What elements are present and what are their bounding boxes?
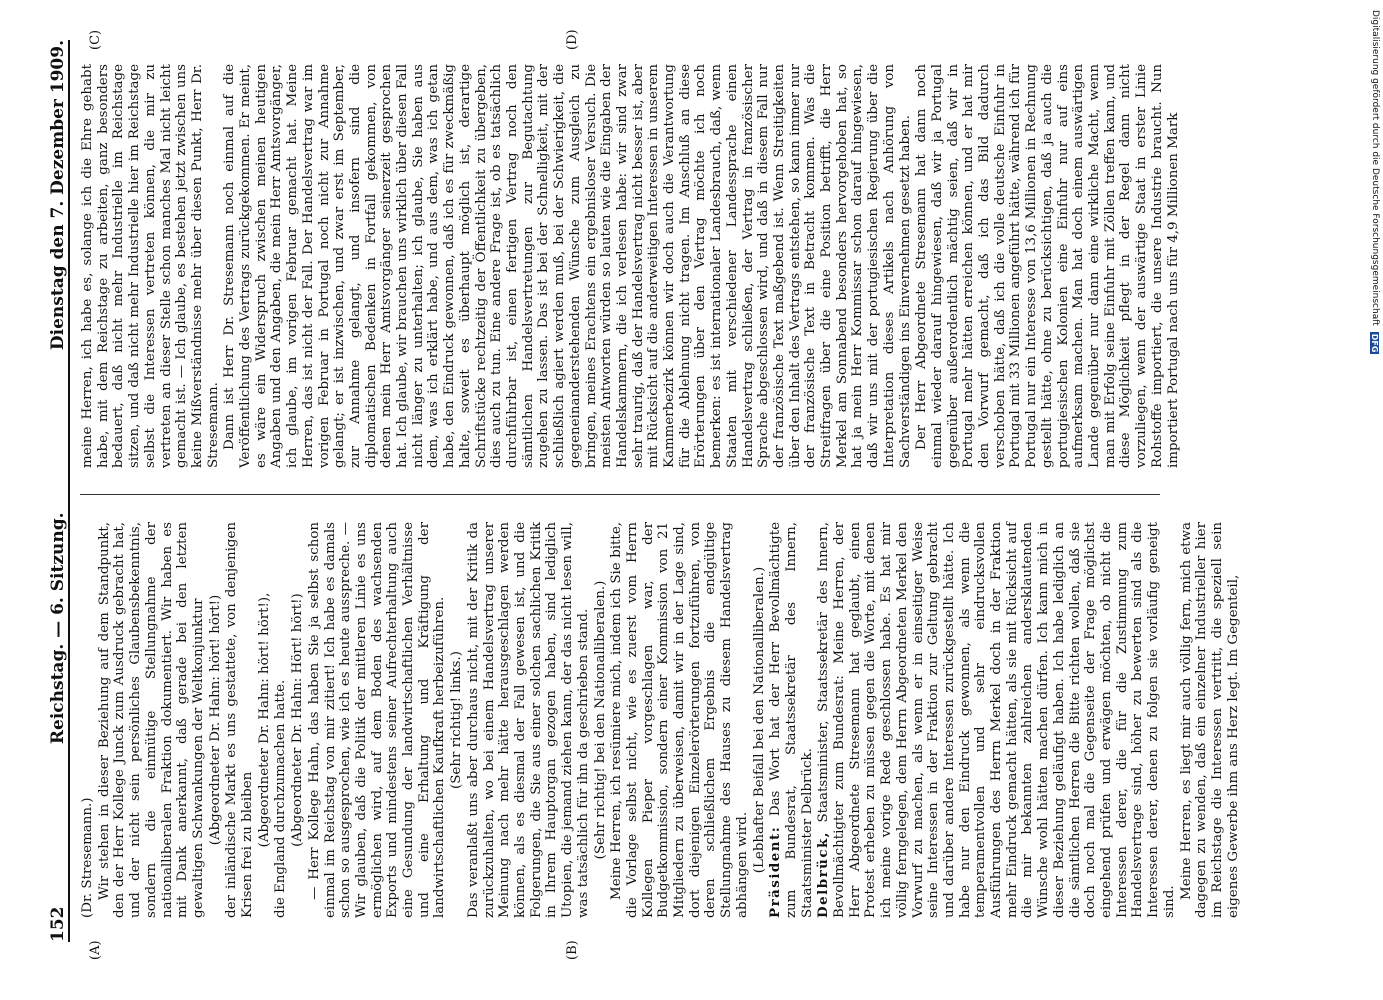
paragraph-text: Das veranlaßt uns aber durchaus nicht, mit der Kritik da zurückzuhalten, wo bei einem Handelsvertrag unserer Meinung nach mehr hätte herausgeschlagen werden können, als es diesmal der Fall gewesen ist, und die Folgerungen, die Sie aus einer solchen sachlichen Kritik in Ihrem Hauptorgan gezogen haben, sind lediglich Utopien, die jemand ziehen kann, der das nicht lesen will, was tatsächlich für ihn da geschrieben stand. (465, 522, 591, 918)
interjection (208, 522, 224, 918)
interjection (449, 522, 465, 918)
interjection (593, 522, 609, 918)
header-date: Dienstag den 7. Dezember 1909. (48, 40, 68, 351)
page-number: 152 (48, 906, 68, 942)
margin-mark-d: (D) (565, 29, 580, 50)
paragraph-text: — Herr Kollege Hahn, das haben Sie ja selbst schon einmal im Reichstag von mir zitiert! Ich habe es damals schon so ausgesprochen, wie ich es heute ausspreche. — Wir glauben, daß die Politik der mittleren Linie es uns ermöglichen wird, auf dem Boden des wachsenden Exports und mindestens seiner Aufrechterhaltung auch eine Gesundung der landwirtschaftlichen Verhältnisse und eine Erhaltung und Kräftigung der landwirtschaftlichen Kaufkraft herbeizuführen. (306, 522, 448, 918)
speaker-paragraph (768, 522, 815, 918)
paragraph (222, 64, 913, 468)
page-header (40, 40, 70, 942)
paragraph (97, 522, 207, 918)
paragraph-text: (Abgeordneter Dr. Hahn: Hört! hört!) (290, 593, 306, 847)
left-column (80, 522, 1242, 918)
margin-mark-a: (A) (88, 940, 103, 960)
speaker-paragraph (816, 522, 1177, 918)
dfg-logo: DFG (1370, 333, 1380, 353)
speaker-name: Delbrück, (815, 831, 832, 918)
paragraph-text: meine Herren, ich habe es, solange ich die Ehre gehabt habe, mit dem Reichstage zu arbeiten, ganz besonders bedauert, daß nicht mehr Industrielle im Reichstage sitzen, und daß nicht mehr Industrielle hier im Reichstage selbst die Interessen vertreten können, die mir zu vertreten an dieser Stelle schon manches Mal nicht leicht gemacht ist. — Ich glaube, es bestehen jetzt zwischen uns keine Mißverständnisse mehr über diesen Punkt, Herr Dr. Stresemann. (80, 64, 221, 468)
paragraph-text: Meine Herren, ich resümiere mich, indem ich Sie bitte, die Vorlage selbst nicht, wie es zuerst vom Herrn Kollegen Pieper vorgeschlagen war, der Budgetkommission, sondern einer Kommission von 21 Mitgliedern zu überweisen, damit wir in der Lage sind, dort diejenigen Einzelerörterungen fortzuführen, von deren schließlichem Ergebnis die endgültige Stellungnahme des Hauses zu diesem Handelsvertrag abhängen wird. (609, 522, 750, 918)
paragraph-text: Der Herr Abgeordnete Stresemann hat dann noch einmal wieder darauf hingewiesen, daß wir ja Portugal gegenüber außerordentlich mächtig seien, daß wir in Portugal mehr hätten erreichen können, und er hat mir den Vorwurf gemacht, daß ich das Bild dadurch verschoben hätte, daß ich die volle deutsche Einfuhr in Portugal mit 33 Millionen angeführt hätte, während ich für Portugal nur ein Interesse von 13,6 Millionen in Rechnung gestellt hätte, ohne zu berücksichtigen, daß ja auch die portugiesischen Kolonien eine Einfuhr nur auf eins aufmerksam machen. Man hat doch einem auswärtigen Lande gegenüber nur dann eine wirkliche Macht, wenn man mit Erfolg seine Einfuhr mit Zöllen treffen kann, und diese Möglichkeit pflegt in der Regel dann nicht vorzuliegen, wenn der auswärtige Staat in erster Linie Rohstoffe importiert, die unsere Industrie braucht. Nun importiert Portugal nach uns für 4,9 Millionen Mark (914, 64, 1181, 468)
paragraph-text: Meine Herren, es liegt mir auch völlig fern, mich etwa dagegen zu wenden, daß ein einzelner Industrieller hier im Reichstage die Interessen vertritt, die speziell sein eigenes Gewerbe ihm ans Herz legt. Im Gegenteil, (1178, 522, 1241, 918)
paragraph-text: (Sehr richtig! bei den Nationalliberalen.) (592, 580, 608, 860)
paragraph (273, 522, 289, 918)
credit-text: Digitalisierung gefördert durch die Deutsche Forschungsgemeinschaft (1370, 10, 1380, 326)
paragraph-text: (Sehr richtig! links.) (449, 651, 465, 789)
paragraph-text: Wir stehen in dieser Beziehung auf dem Standpunkt, den der Herr Kollege Junck zum Ausdruck gebracht hat, und der nicht sein persönliches Glaubensbekenntnis, sondern die einmütige Stellungnahme der nationalliberalen Fraktion dokumentiert. Wir haben es mit Dank anerkannt, daß gerade bei den letzten gewaltigen Schwankungen der Weltkonjunktur (96, 522, 206, 918)
margin-mark-b: (B) (565, 940, 580, 960)
paragraph-text: (Abgeordneter Dr. Hahn: hört! hört!) (207, 594, 223, 846)
margin-mark-c: (C) (88, 29, 103, 50)
paragraph-text: (Lebhafter Beifall bei den Nationalliberalen.) (751, 566, 767, 874)
right-column (80, 64, 1182, 468)
paragraph-text: die England durchzumachen hatte. (273, 679, 289, 918)
paragraph (80, 522, 96, 918)
paragraph-text: Das Wort hat der Herr Bevollmächtigte zum Bundesrat, Staatssekretär des Innern, Staatsminister Delbrück. (768, 522, 815, 918)
header-session: Reichstag. — 6. Sitzung. (48, 512, 68, 745)
paragraph (609, 522, 750, 918)
paragraph (466, 522, 592, 918)
paragraph (80, 64, 221, 468)
paragraph-text: Staatsminister, Staatssekretär des Innern, Bevollmächtigter zum Bundesrat: Meine Herren, der Herr Abgeordnete Stresemann hat geglaubt, einen Protest erheben zu müssen gegen die Worte, mit denen ich meine vorige Rede geschlossen habe. Es hat mir völlig ferngelegen, dem Herrn Abgeordneten Merkel den Vorwurf zu machen, als wenn er in einseitiger Weise seine Interessen in der Fraktion zur Geltung gebracht und darüber andere Interessen zurückgestellt hätte. Ich habe nur den Eindruck gewonnen, als wenn die temperamentvollen und sehr eindrucksvollen Ausführungen des Herrn Merkel doch in der Fraktion mehr Eindruck gemacht hätten, als sie mit Rücksicht auf die mir bekannten zahlreichen andersklautenden Wünsche wohl hätten machen dürfen. Ich kann mich in dieser Beziehung geläufigt haben. Ich habe lediglich an die sämtlichen Herren die Bitte richten wollen, daß sie doch noch mal die Gegenseite der Frage möglichst eingehend prüfen und erwägen möchten, ob nicht die Interessen derer, die für die Zustimmung zum Handelsvertrage sind, höher zu bewerten sind als die Interessen derer, denen zu folgen sie vorläufig geneigt sind. (816, 522, 1177, 918)
column-divider (80, 494, 1160, 495)
paragraph-text: der inländische Markt es uns gestattete, von denjenigen Krisen frei zu bleiben (224, 522, 256, 918)
paragraph (1179, 522, 1242, 918)
paragraph (307, 522, 448, 918)
paragraph (224, 522, 255, 918)
interjection (290, 522, 306, 918)
interjection (752, 522, 768, 918)
digitization-credit (1368, 10, 1382, 990)
paragraph-text: (Abgeordneter Dr. Hahn: hört! hört!), (256, 592, 272, 848)
paragraph-text: (Dr. Stresemann.) (80, 797, 95, 918)
paragraph-text: Dann ist Herr Dr. Stresemann noch einmal auf die Veröffentlichung des Vertrags zurückgekommen. Er meint, es wäre ein Widerspruch zwischen meinen heutigen Angaben und den Angaben, die mein Herr Amtsvorgänger, ich glaube, im vorigen Februar gemacht hat. Meine Herren, das ist nicht der Fall. Der Handelsvertrag war im vorigen Februar in Portugal noch nicht zur Annahme gelangt; er ist inzwischen, und zwar erst im September, zur Annahme gelangt, und insofern sind die diplomatischen Bedenken in Fortfall gekommen, von denen mein Herr Amtsvorgänger seinerzeit gesprochen hat. Ich glaube, wir brauchen uns wirklich über diesen Fall nicht länger zu unterhalten; ich glaube, Sie haben aus dem, was ich erklärt habe, und aus dem, was ich getan habe, den Eindruck gewonnen, daß ich es für zweckmäßig halte, soweit es überhaupt möglich ist, derartige Schriftstücke rechtzeitig der Öffentlichkeit zu übergeben, dies auch zu tun. Eine andere Frage ist, ob es tatsächlich durchführbar ist, einen fertigen Vertrag noch den sämtlichen Handelsvertretungen zur Begutachtung zugehen zu lassen. Das ist bei der Schnelligkeit, mit der schließlich agiert werden muß, bei der Schwierigkeit, die gegeneinanderstehenden Wünsche zum Ausgleich zu bringen, meines Erachtens ein ergebnisloser Versuch. Die meisten Antworten würden so lauten wie die Eingaben der Handelskammern, die ich verlesen habe: wir sind zwar sehr traurig, daß der Handelsvertrag nicht besser ist, aber mit Rücksicht auf die anderweitigen Interessen in unserem Kammerbezirk können wir doch auch die Verantwortung für die Ablehnung nicht tragen. Im Anschluß an diese Erörterungen über den Vertrag möchte ich noch bemerken: es ist internationaler Landesbrauch, daß, wenn Staaten mit verschiedener Landessprache einen Handelsvertrag schließen, der Vertrag in französischer Sprache abgeschlossen wird, und daß in diesem Fall nur der französische Text maßgebend ist. Wenn Streitigkeiten über den Inhalt des Vertrags entstehen, so kann immer nur der französische Text in Betracht kommen. Was die Streitfragen über die eine Position betrifft, die Herr Merkel am Sonnabend besonders hervorgehoben hat, so hat ja mein Herr Kommissar schon darauf hingewiesen, daß wir uns mit der portugiesischen Regierung über die Interpretation dieses Artikels nach Anhörung von Sachverständigen ins Einvernehmen gesetzt haben. (222, 64, 913, 468)
speaker-name: Präsident: (767, 825, 784, 918)
paragraph (914, 64, 1181, 468)
interjection (257, 522, 273, 918)
